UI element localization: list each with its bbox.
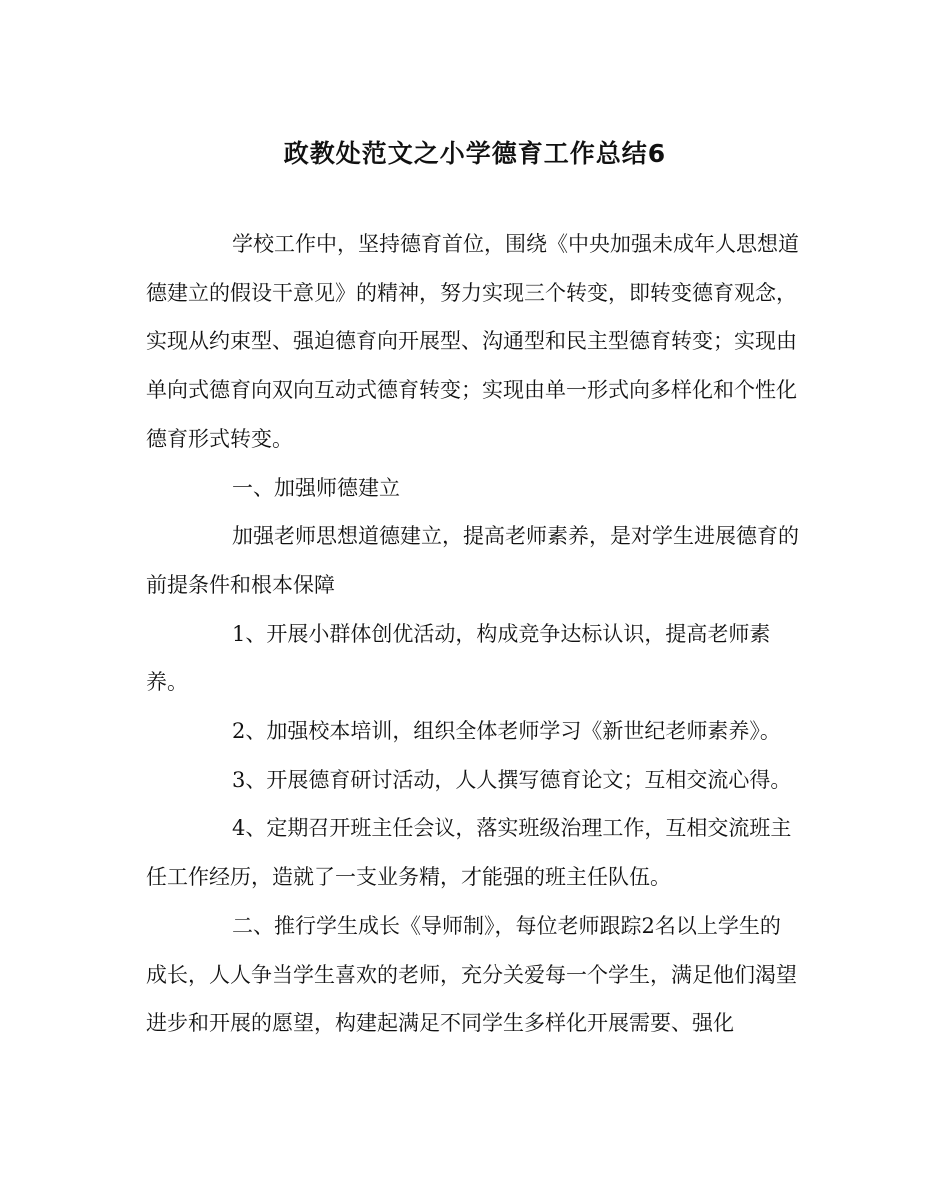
section-heading-2: 二、推行学生成长《导师制》，每位老师跟踪2名以上学生的成长，人人争当学生喜欢的老师，充分关爱每一个学生，满足他们渴望进步和开展的愿望，构建起满足不同学生多样化开展需要、强化 [146,913,797,1036]
list-item: 1、开展小群体创优活动，构成竞争达标认识，提高老师素养。 [146,621,771,695]
paragraph: 加强老师思想道德建立，提高老师素养，是对学生进展德育的前提条件和根本保障 [146,524,799,597]
list-item: 2、加强校本培训，组织全体老师学习《新世纪老师素养》。 [232,719,781,744]
list-item: 4、定期召开班主任会议，落实班级治理工作，互相交流班主任工作经历，造就了一支业务精，才能强的班主任队伍。 [146,816,792,890]
paragraph-intro: 学校工作中，坚持德育首位，围绕《中央加强未成年人思想道德建立的假设干意见》的精神，努力实现三个转变，即转变德育观念，实现从约束型、强迫德育向开展型、沟通型和民主型德育转变；实现由单向式德育向双向互动式德育转变；实现由单一形式向多样化和个性化德育形式转变。 [146,232,799,451]
document-title: 政教处范文之小学德育工作总结6 [283,139,667,168]
section-heading-1: 一、加强师德建立 [232,475,400,500]
document-body [146,220,800,1048]
list-item: 3、开展德育研讨活动，人人撰写德育论文；互相交流心得。 [232,767,792,792]
